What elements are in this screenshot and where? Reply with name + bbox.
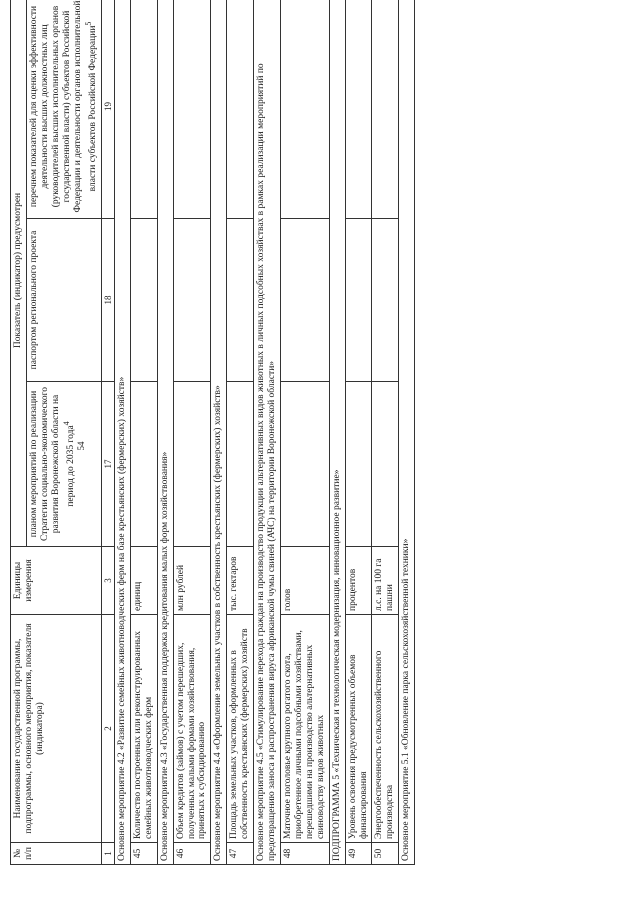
- indicator-unit: процентов: [345, 547, 372, 615]
- empty-cell: [173, 0, 211, 219]
- section-row: [254, 0, 281, 865]
- section-row: [114, 0, 130, 865]
- table-row: [227, 0, 254, 865]
- header-no: № п/п: [11, 843, 102, 865]
- empty-cell: [372, 219, 399, 382]
- header-col-19: перечнем показателей для оценки эффективности деятельности высших должностных лиц (руководителей высших исполнительных органов государственной власти) субъектов Российской Федерации и деятельности органов исполнительной власти субъектов Российской Федерации$^5$: [26, 0, 101, 219]
- indicator-name: Уровень освоения предусмотренных объемов финансирования: [345, 615, 372, 843]
- empty-cell: [281, 0, 330, 219]
- empty-cell: [130, 382, 157, 547]
- section-row: [399, 0, 415, 865]
- empty-cell: [345, 0, 372, 219]
- indicator-unit: тыс. гектаров: [227, 547, 254, 615]
- empty-cell: [173, 382, 211, 547]
- indicator-unit: единиц: [130, 547, 157, 615]
- empty-cell: [130, 219, 157, 382]
- row-number: 46: [173, 843, 211, 865]
- row-number: 47: [227, 843, 254, 865]
- indicator-name: Площадь земельных участков, оформленных в собственность крестьянских (фермерских) хозяйств: [227, 615, 254, 843]
- table-row: [372, 0, 399, 865]
- empty-cell: [345, 219, 372, 382]
- empty-cell: [227, 382, 254, 547]
- indicator-unit: млн рублей: [173, 547, 211, 615]
- section-title: Основное мероприятие 4.5 «Стимулирование перехода граждан на производство продукции альтернативных видов животных в личных подсобных хозяйствах в рамках реализации мероприятий по предотвращению заноса и распространения вируса африканской чумы свиней (АЧС) на территории Воронежской области»: [254, 0, 281, 865]
- row-number: 50: [372, 843, 399, 865]
- empty-cell: [372, 0, 399, 219]
- table-row: [281, 0, 330, 865]
- indicators-table: [10, 0, 415, 865]
- section-title: Основное мероприятие 4.3 «Государственная поддержка кредитования малых форм хозяйствования»: [157, 0, 173, 865]
- header-col-18: паспортом регионального проекта: [26, 219, 101, 382]
- indicator-unit: голов: [281, 547, 330, 615]
- table-body: [114, 0, 414, 865]
- table-row: [173, 0, 211, 865]
- header-unit: Единицы измерения: [11, 547, 102, 615]
- section-title: Основное мероприятие 4.2 «Развитие семейных животноводческих ферм на базе крестьянских (фермерских) хозяйств»: [114, 0, 130, 865]
- empty-cell: [227, 0, 254, 219]
- header-name: Наименование государственной программы, подпрограммы, основного мероприятия, показателя (индикатора): [11, 615, 102, 843]
- section-row: [157, 0, 173, 865]
- section-title: Основное мероприятие 5.1 «Обновление парка сельскохозяйственной техники»: [399, 0, 415, 865]
- empty-cell: [372, 382, 399, 547]
- row-number: 48: [281, 843, 330, 865]
- indicator-name: Маточное поголовье крупного рогатого скота, приобретенное личными подсобными хозяйствами, перешедшими на производство альтернативных свиноводству видов животных: [281, 615, 330, 843]
- section-title: ПОДПРОГРАММА 5 «Техническая и технологическая модернизация, инновационное развитие»: [329, 0, 345, 865]
- page-number: 54: [76, 441, 86, 451]
- header-group: Показатель (индикатор) предусмотрен: [11, 0, 27, 547]
- header-col-17: планом мероприятий по реализации Стратегии социально-экономического развития Воронежской области на период до 2035 года$^4$: [26, 382, 101, 547]
- empty-cell: [173, 219, 211, 382]
- table-row: [130, 0, 157, 865]
- empty-cell: [130, 0, 157, 219]
- empty-cell: [281, 219, 330, 382]
- indicator-name: Энергообеспеченность сельскохозяйственного производства: [372, 615, 399, 843]
- empty-cell: [345, 382, 372, 547]
- row-number: 49: [345, 843, 372, 865]
- rotated-table-sheet: [10, 0, 480, 865]
- indicator-unit: л.с. на 100 га пашни: [372, 547, 399, 615]
- row-number: 45: [130, 843, 157, 865]
- indicator-name: Количество построенных или реконструированных семейных животноводческих ферм: [130, 615, 157, 843]
- section-row: [211, 0, 227, 865]
- empty-cell: [227, 219, 254, 382]
- column-index-row: 1 2 3 17 18 19: [101, 0, 114, 865]
- section-title: Основное мероприятие 4.4 «Оформление земельных участков в собственность крестьянских (фермерских) хозяйств»: [211, 0, 227, 865]
- table-row: [345, 0, 372, 865]
- section-row: [329, 0, 345, 865]
- empty-cell: [281, 382, 330, 547]
- indicator-name: Объем кредитов (займов) с учетом перешедших, полученных малыми формами хозяйствования, принятых к субсидированию: [173, 615, 211, 843]
